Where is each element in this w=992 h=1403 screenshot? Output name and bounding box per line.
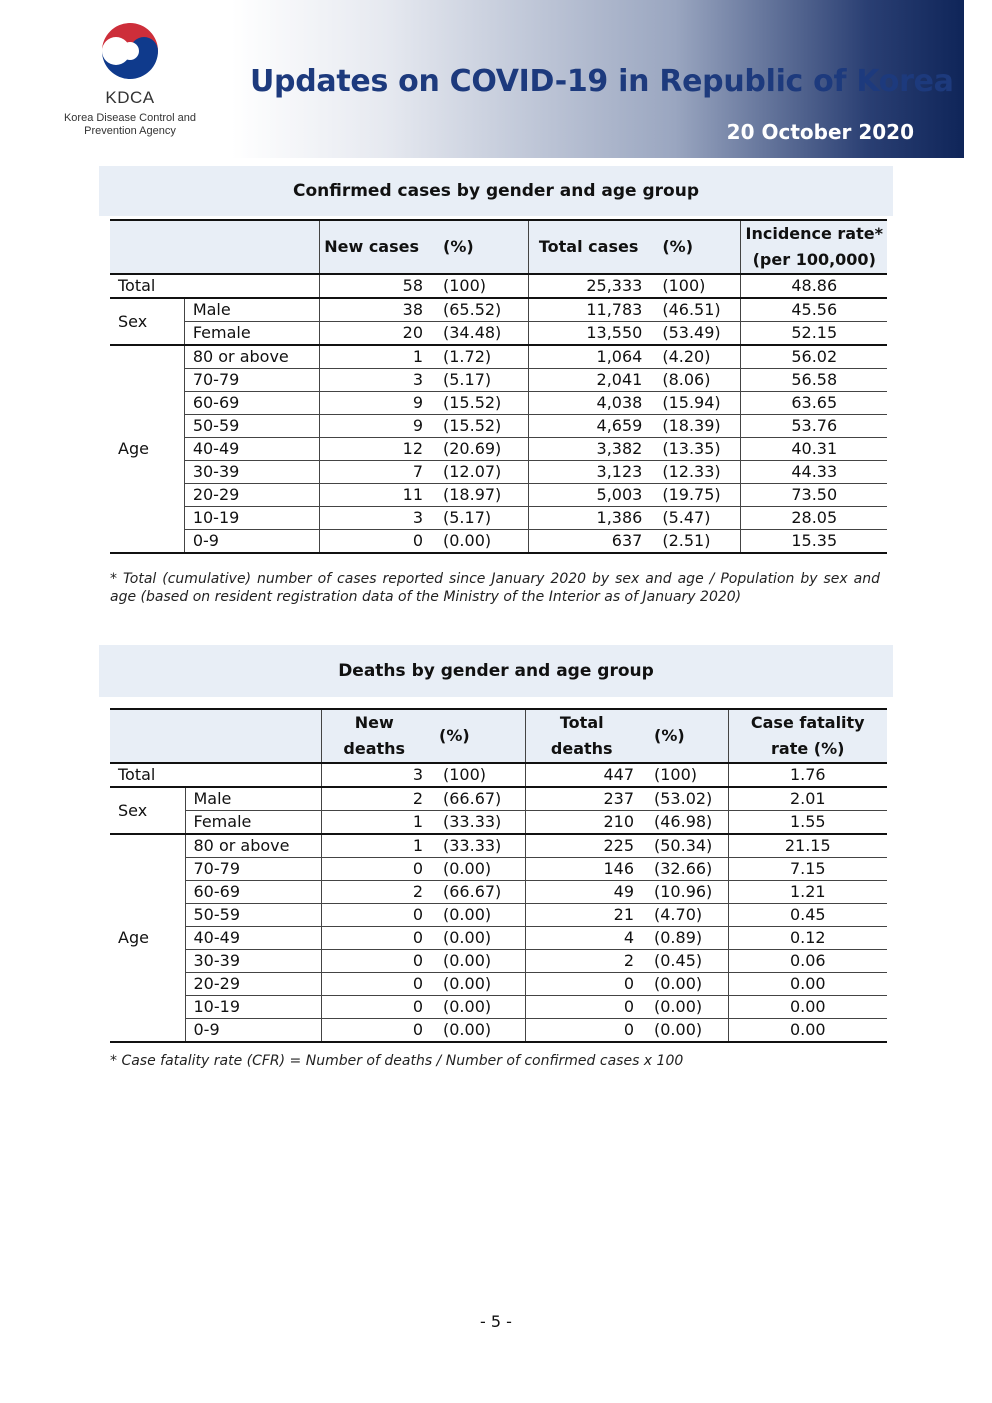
confirmed-footnote: * Total (cumulative) number of cases reported since January 2020 by sex and age / Population by sex and age (based on resident registration data of the Ministry of the Interior as of January 2020) <box>110 571 880 605</box>
cell-total: 49 <box>525 881 638 904</box>
cell-total-pct: (19.75) <box>646 484 741 507</box>
cell-total-pct: (46.98) <box>638 811 728 835</box>
cell-total: 3,123 <box>528 461 646 484</box>
row-label: 40-49 <box>185 927 321 950</box>
table-row-total <box>110 274 887 298</box>
header-incidence-line-2: (per 100,000) <box>752 250 876 269</box>
cell-new: 9 <box>320 415 427 438</box>
logo-abbreviation: KDCA <box>105 88 155 107</box>
cell-total-pct: (0.89) <box>638 927 728 950</box>
logo-agency-line-2: Prevention Agency <box>84 125 176 137</box>
header-cfr <box>728 709 887 763</box>
cell-total-pct: (4.20) <box>646 345 741 369</box>
deaths-section-title: Deaths by gender and age group <box>99 645 893 697</box>
cell-new: 3 <box>321 763 427 787</box>
cell-new-pct: (0.00) <box>427 927 525 950</box>
cell-total-pct: (46.51) <box>646 298 741 322</box>
cell-new: 2 <box>321 881 427 904</box>
cell-total: 1,064 <box>528 345 646 369</box>
cell-new-pct: (0.00) <box>427 973 525 996</box>
header-new-pct: (%) <box>427 220 528 274</box>
table-row <box>110 881 887 904</box>
table-row <box>110 811 887 835</box>
cell-rate: 52.15 <box>741 322 887 346</box>
cell-rate: 0.45 <box>728 904 887 927</box>
cell-new-pct: (100) <box>427 274 528 298</box>
logo-agency-name <box>60 112 200 138</box>
cell-new-pct: (18.97) <box>427 484 528 507</box>
cell-total-pct: (53.49) <box>646 322 741 346</box>
cell-total: 25,333 <box>528 274 646 298</box>
cell-new-pct: (66.67) <box>427 787 525 811</box>
cell-total: 0 <box>525 1019 638 1043</box>
cell-new-pct: (0.00) <box>427 858 525 881</box>
table-row <box>110 927 887 950</box>
cell-new: 0 <box>321 996 427 1019</box>
cell-new-pct: (5.17) <box>427 369 528 392</box>
cell-new-pct: (15.52) <box>427 415 528 438</box>
cell-rate: 73.50 <box>741 484 887 507</box>
category-label-sex: Sex <box>110 787 185 834</box>
row-label: 20-29 <box>184 484 319 507</box>
header-new-deaths-line-1: New <box>354 713 394 732</box>
table-row <box>110 484 887 507</box>
cell-total-pct: (50.34) <box>638 834 728 858</box>
cell-new: 9 <box>320 392 427 415</box>
cell-total-pct: (2.51) <box>646 530 741 554</box>
row-label: Female <box>184 322 319 346</box>
cell-new-pct: (33.33) <box>427 834 525 858</box>
table-row <box>110 392 887 415</box>
table-row <box>110 322 887 346</box>
table-row <box>110 834 887 858</box>
row-label: Total <box>110 763 321 787</box>
cell-total: 0 <box>525 996 638 1019</box>
cell-total-pct: (12.33) <box>646 461 741 484</box>
cell-rate: 1.55 <box>728 811 887 835</box>
cell-rate: 7.15 <box>728 858 887 881</box>
cell-total: 21 <box>525 904 638 927</box>
cell-new-pct: (100) <box>427 763 525 787</box>
cell-rate: 0.00 <box>728 1019 887 1043</box>
cell-total-pct: (18.39) <box>646 415 741 438</box>
cell-new-pct: (0.00) <box>427 530 528 554</box>
row-label: 70-79 <box>185 858 321 881</box>
cell-new-pct: (0.00) <box>427 996 525 1019</box>
cell-new-pct: (34.48) <box>427 322 528 346</box>
cell-total: 0 <box>525 973 638 996</box>
cell-total-pct: (100) <box>638 763 728 787</box>
row-label: 80 or above <box>185 834 321 858</box>
cell-new: 1 <box>321 834 427 858</box>
cell-new: 0 <box>321 973 427 996</box>
cell-rate: 56.02 <box>741 345 887 369</box>
cell-total: 637 <box>528 530 646 554</box>
header-cfr-line-2: rate (%) <box>771 739 845 758</box>
cell-new: 1 <box>321 811 427 835</box>
cell-rate: 53.76 <box>741 415 887 438</box>
cell-total: 2,041 <box>528 369 646 392</box>
cell-total-pct: (0.00) <box>638 973 728 996</box>
table-row <box>110 996 887 1019</box>
deaths-table <box>110 708 887 1043</box>
logo-agency-line-1: Korea Disease Control and <box>63 112 197 124</box>
row-label: 0-9 <box>185 1019 321 1043</box>
category-label-age: Age <box>110 345 184 553</box>
cell-new-pct: (15.52) <box>427 392 528 415</box>
cell-total-pct: (4.70) <box>638 904 728 927</box>
cell-rate: 44.33 <box>741 461 887 484</box>
cell-total: 3,382 <box>528 438 646 461</box>
cell-rate: 21.15 <box>728 834 887 858</box>
cell-total-pct: (15.94) <box>646 392 741 415</box>
report-date: 20 October 2020 <box>726 120 914 144</box>
cell-total-pct: (8.06) <box>646 369 741 392</box>
cell-new-pct: (0.00) <box>427 1019 525 1043</box>
row-label: 80 or above <box>184 345 319 369</box>
cell-total: 225 <box>525 834 638 858</box>
cell-total: 5,003 <box>528 484 646 507</box>
header-blank-cell <box>110 220 320 274</box>
cell-new-pct: (1.72) <box>427 345 528 369</box>
table-row <box>110 1019 887 1043</box>
cell-new: 58 <box>320 274 427 298</box>
cell-rate: 45.56 <box>741 298 887 322</box>
row-label: Total <box>110 274 320 298</box>
cell-total: 11,783 <box>528 298 646 322</box>
cell-total-pct: (0.00) <box>638 1019 728 1043</box>
cell-new-pct: (33.33) <box>427 811 525 835</box>
cell-total: 4 <box>525 927 638 950</box>
table-row <box>110 858 887 881</box>
cell-total-pct: (5.47) <box>646 507 741 530</box>
cell-new-pct: (0.00) <box>427 950 525 973</box>
cell-total-pct: (53.02) <box>638 787 728 811</box>
deaths-footnote: * Case fatality rate (CFR) = Number of deaths / Number of confirmed cases x 100 <box>110 1053 684 1069</box>
cell-rate: 0.00 <box>728 996 887 1019</box>
row-label: 50-59 <box>185 904 321 927</box>
row-label: 10-19 <box>185 996 321 1019</box>
cell-rate: 63.65 <box>741 392 887 415</box>
row-label: 40-49 <box>184 438 319 461</box>
cell-new-pct: (5.17) <box>427 507 528 530</box>
cell-rate: 2.01 <box>728 787 887 811</box>
cell-total-pct: (100) <box>646 274 741 298</box>
table-row-total <box>110 763 887 787</box>
cell-total: 4,038 <box>528 392 646 415</box>
row-label: Male <box>184 298 319 322</box>
cell-rate: 28.05 <box>741 507 887 530</box>
row-label: 20-29 <box>185 973 321 996</box>
row-label: Male <box>185 787 321 811</box>
table-row <box>110 461 887 484</box>
cell-new-pct: (65.52) <box>427 298 528 322</box>
cell-new-pct: (12.07) <box>427 461 528 484</box>
table-row <box>110 507 887 530</box>
cell-rate: 0.12 <box>728 927 887 950</box>
page-title: Updates on COVID-19 in Republic of Korea <box>250 64 954 99</box>
page-header <box>0 0 964 158</box>
header-total-pct: (%) <box>638 709 728 763</box>
confirmed-cases-table <box>110 219 887 554</box>
table-row <box>110 530 887 554</box>
row-label: 50-59 <box>184 415 319 438</box>
table-row <box>110 345 887 369</box>
cell-rate: 0.06 <box>728 950 887 973</box>
table-row <box>110 369 887 392</box>
header-total-deaths-line-2: deaths <box>550 739 613 758</box>
confirmed-section-title: Confirmed cases by gender and age group <box>99 166 893 216</box>
cell-new: 20 <box>320 322 427 346</box>
table-row <box>110 415 887 438</box>
cell-new: 12 <box>320 438 427 461</box>
header-total-pct: (%) <box>646 220 741 274</box>
cell-new: 0 <box>321 950 427 973</box>
cell-total-pct: (10.96) <box>638 881 728 904</box>
cell-new: 0 <box>320 530 427 554</box>
cell-new: 2 <box>321 787 427 811</box>
table-row <box>110 438 887 461</box>
cell-total: 13,550 <box>528 322 646 346</box>
cell-total: 146 <box>525 858 638 881</box>
header-total-deaths-line-1: Total <box>559 713 604 732</box>
cell-new-pct: (66.67) <box>427 881 525 904</box>
header-incidence-line-1: Incidence rate* <box>745 224 883 243</box>
cell-new: 0 <box>321 858 427 881</box>
header-cfr-line-1: Case fatality <box>750 713 865 732</box>
cell-total-pct: (0.45) <box>638 950 728 973</box>
header-new-deaths <box>321 709 427 763</box>
cell-rate: 15.35 <box>741 530 887 554</box>
header-new-deaths-line-2: deaths <box>343 739 406 758</box>
cell-total-pct: (32.66) <box>638 858 728 881</box>
row-label: 10-19 <box>184 507 319 530</box>
row-label: 60-69 <box>184 392 319 415</box>
cell-total: 1,386 <box>528 507 646 530</box>
category-label-sex: Sex <box>110 298 184 345</box>
cell-new-pct: (20.69) <box>427 438 528 461</box>
cell-total: 447 <box>525 763 638 787</box>
cell-new: 3 <box>320 369 427 392</box>
cell-total-pct: (0.00) <box>638 996 728 1019</box>
cell-new: 7 <box>320 461 427 484</box>
table-row <box>110 298 887 322</box>
cell-rate: 1.76 <box>728 763 887 787</box>
header-total-deaths <box>525 709 638 763</box>
header-incidence-rate <box>741 220 887 274</box>
cell-total: 2 <box>525 950 638 973</box>
category-label-age: Age <box>110 834 185 1042</box>
cell-rate: 0.00 <box>728 973 887 996</box>
cell-total: 210 <box>525 811 638 835</box>
header-blank-cell <box>110 709 321 763</box>
cell-rate: 56.58 <box>741 369 887 392</box>
row-label: 0-9 <box>184 530 319 554</box>
taegeuk-emblem-icon <box>98 22 162 80</box>
cell-new: 0 <box>321 927 427 950</box>
table-header-row <box>110 220 887 274</box>
header-new-pct: (%) <box>427 709 525 763</box>
cell-total-pct: (13.35) <box>646 438 741 461</box>
cell-new: 38 <box>320 298 427 322</box>
header-new-cases: New cases <box>320 220 427 274</box>
table-row <box>110 904 887 927</box>
cell-total: 4,659 <box>528 415 646 438</box>
row-label: 70-79 <box>184 369 319 392</box>
cell-rate: 1.21 <box>728 881 887 904</box>
cell-new-pct: (0.00) <box>427 904 525 927</box>
table-row <box>110 973 887 996</box>
header-total-cases: Total cases <box>528 220 646 274</box>
table-header-row <box>110 709 887 763</box>
row-label: 30-39 <box>184 461 319 484</box>
cell-new: 0 <box>321 904 427 927</box>
table-row <box>110 950 887 973</box>
table-row <box>110 787 887 811</box>
row-label: Female <box>185 811 321 835</box>
row-label: 60-69 <box>185 881 321 904</box>
page-number: - 5 - <box>480 1312 512 1331</box>
kdca-logo <box>60 22 200 152</box>
cell-new: 3 <box>320 507 427 530</box>
row-label: 30-39 <box>185 950 321 973</box>
cell-new: 0 <box>321 1019 427 1043</box>
cell-new: 11 <box>320 484 427 507</box>
cell-total: 237 <box>525 787 638 811</box>
cell-rate: 40.31 <box>741 438 887 461</box>
cell-new: 1 <box>320 345 427 369</box>
cell-rate: 48.86 <box>741 274 887 298</box>
